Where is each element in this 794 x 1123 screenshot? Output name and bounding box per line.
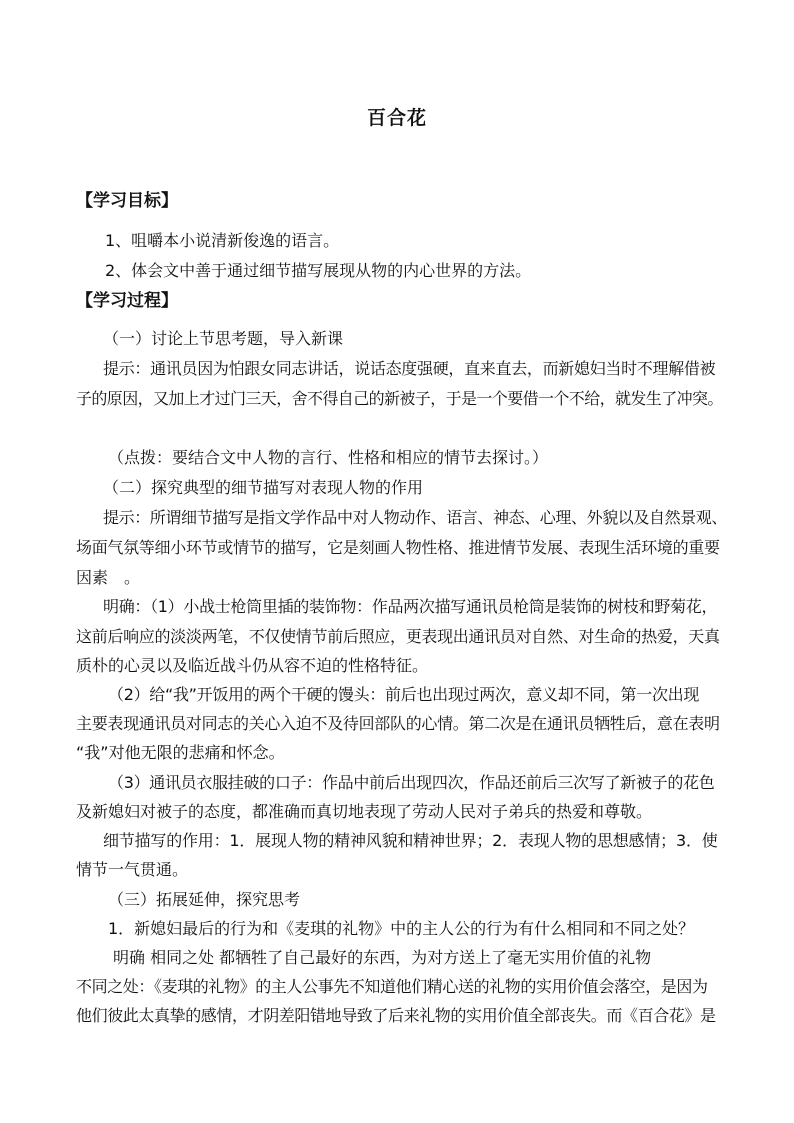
document-title: 百合花 (366, 107, 427, 129)
paragraph-line: 主要表现通讯员对同志的关心入迫不及待回部队的心情。第二次是在通讯员牺牲后，意在表明 (76, 714, 720, 733)
section-heading: （二）探究典型的细节描写对表现人物的作用 (103, 478, 424, 497)
section-heading: （三）拓展延伸，探究思考 (108, 890, 301, 909)
paragraph-line: 及新媳妇对被子的态度，都准确而真切地表现了劳动人民对子弟兵的热爱和尊敬。 (76, 802, 653, 821)
paragraph-line: 这前后响应的淡淡两笔，不仅使情节前后照应，更表现出通讯员对自然、对生命的热爱，天真 (76, 627, 720, 646)
paragraph-line: 情节一气贯通。 (76, 860, 189, 879)
paragraph-line: 明确 相同之处 都牺牲了自己最好的东西，为对方送上了毫无实用价值的礼物 (113, 948, 652, 967)
paragraph-line: 子的原因，又加上才过门三天，舍不得自己的新被子，于是一个要借一个不给，就发生了冲突。 (76, 389, 723, 408)
paragraph-line: 1．新媳妇最后的行为和《麦琪的礼物》中的主人公的行为有什么相同和不同之处？ (108, 919, 695, 938)
paragraph-line: （2）给“我”开饭用的两个干硬的馒头：前后也出现过两次，意义却不同，第一次出现 (108, 685, 700, 704)
paragraph-line: 他们彼此太真挚的感情，才阴差阳错地导致了后来礼物的实用价值全部丧失。而《百合花》是 (76, 1006, 716, 1025)
paragraph-line: 细节描写的作用：1．展现人物的精神风貌和精神世界；2．表现人物的思想感情；3．使 (103, 831, 718, 850)
section-heading: （一）讨论上节思考题，导入新课 (103, 329, 344, 348)
goals-heading: 【学习目标】 (76, 191, 178, 211)
paragraph-line: “我”对他无限的悲痛和怀念。 (76, 743, 285, 762)
paragraph-line: 质朴的心灵以及临近战斗仍从容不迫的性格特征。 (76, 656, 429, 675)
process-heading: 【学习过程】 (76, 291, 178, 311)
paragraph-line: 场面气氛等细小环节或情节的描写，它是刻画人物性格、推进情节发展、表现生活环境的重要 (76, 538, 720, 557)
paragraph-line: 提示：所谓细节描写是指文学作品中对人物动作、语言、神态、心理、外貌以及自然景观、 (103, 508, 728, 527)
paragraph-line: 明确：（1）小战士枪筒里插的装饰物：作品两次描写通讯员枪筒是装饰的树枝和野菊花， (103, 597, 718, 616)
goal-item: 2、体会文中善于通过细节描写展现从物的内心世界的方法。 (105, 261, 532, 280)
paragraph-line: 不同之处：《麦琪的礼物》的主人公事先不知道他们精心送的礼物的实用价值会落空，是因为 (76, 977, 708, 996)
paragraph-line: （点拨：要结合文中人物的言行、性格和相应的情节去探讨。） (108, 448, 549, 467)
goal-item: 1、咀嚼本小说清新俊逸的语言。 (105, 231, 340, 250)
paragraph-line: （3）通讯员衣服挂破的口子：作品中前后出现四次，作品还前后三次写了新被子的花色 (108, 773, 715, 792)
paragraph-line: 因素 。 (76, 568, 141, 587)
paragraph-line: 提示：通讯员因为怕跟女同志讲话，说话态度强硬，直来直去，而新媳妇当时不理解借被 (103, 359, 716, 378)
